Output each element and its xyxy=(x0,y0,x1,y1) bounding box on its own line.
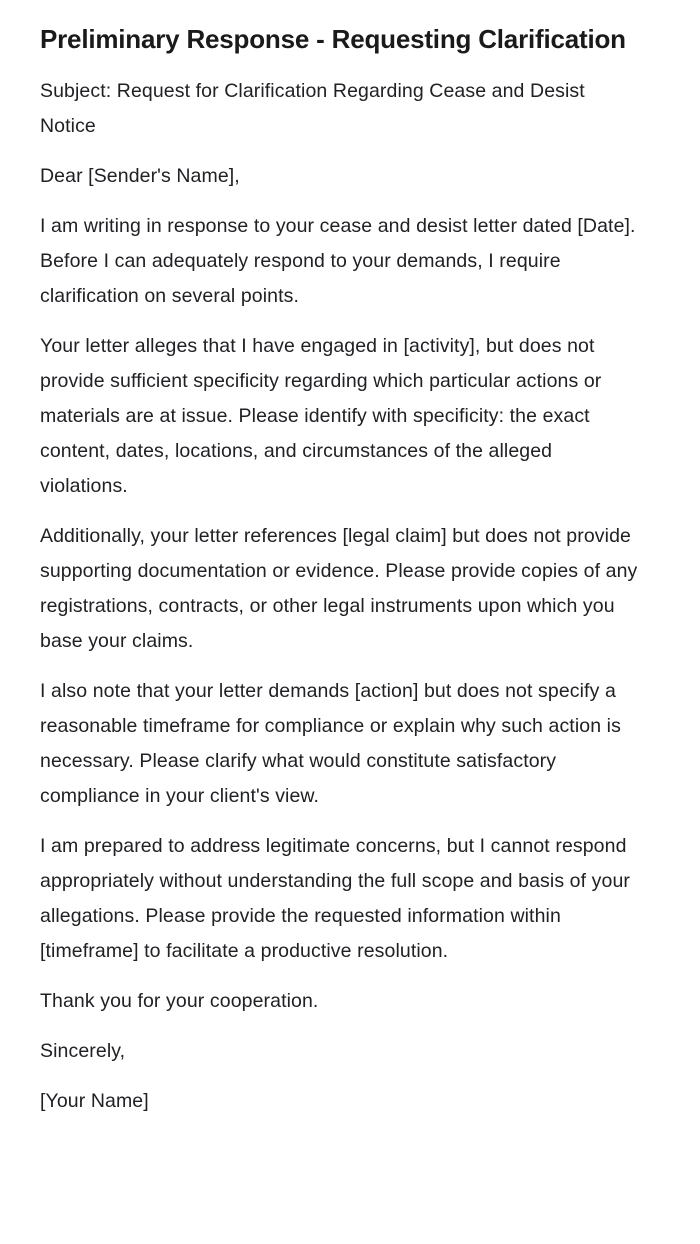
sign-off: Sincerely, xyxy=(40,1040,126,1062)
salutation: Dear [Sender's Name], xyxy=(40,165,240,187)
opening-paragraph: I am writing in response to your cease and desist letter dated [Date]. Before I can adequately respond to your demands, I require clarification on several points. xyxy=(40,215,636,307)
thanks-line: Thank you for your cooperation. xyxy=(40,990,319,1012)
specificity-paragraph: Your letter alleges that I have engaged in [activity], but does not provide sufficient specificity regarding which particular actions or materials are at issue. Please identify with specificity: the exact content, dates, locations, and circumstances of the alleged violations. xyxy=(40,335,602,497)
signature-name: [Your Name] xyxy=(40,1090,149,1112)
subject-line: Subject: Request for Clarification Regarding Cease and Desist Notice xyxy=(40,80,585,137)
page-title: Preliminary Response - Requesting Clarification xyxy=(40,24,626,54)
documentation-paragraph: Additionally, your letter references [legal claim] but does not provide supporting documentation or evidence. Please provide copies of any registrations, contracts, or other legal instruments upon which you base your claims. xyxy=(40,525,638,652)
document-body xyxy=(40,74,640,1119)
closing-request-paragraph: I am prepared to address legitimate concerns, but I cannot respond appropriately without understanding the full scope and basis of your allegations. Please provide the requested information within [timeframe] to facilitate a productive resolution. xyxy=(40,835,630,962)
timeframe-paragraph: I also note that your letter demands [action] but does not specify a reasonable timeframe for compliance or explain why such action is necessary. Please clarify what would constitute satisfactory compliance in your client's view. xyxy=(40,680,621,807)
